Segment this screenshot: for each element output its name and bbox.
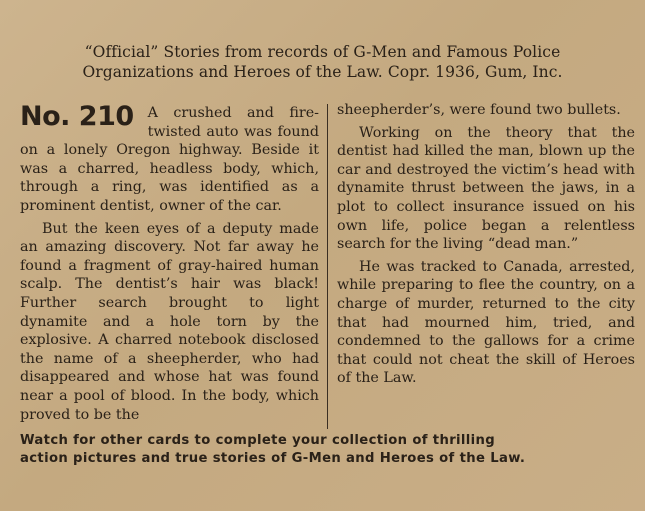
header-line-2: Organizations and Heroes of the Law. Copr. 1936, Gum, Inc.	[82, 63, 563, 81]
story-paragraph-2-continued: sheepherder’s, were found two bullets.	[337, 102, 621, 118]
story-paragraph-1	[20, 101, 319, 216]
story-paragraph-1-text: A crushed and fire-twisted auto was found on a lonely Oregon highway. Beside it was a charred, headless body, which, through a ring, was identified as a prominent dentist, owner of the car.	[20, 105, 319, 214]
column-divider	[327, 104, 328, 429]
story-paragraph-4: He was tracked to Canada, arrested, while preparing to flee the country, on a charge of murder, returned to the city that had mourned him, tried, and condemned to the gallows for a crime that could not cheat the skill of Heroes of the Law.	[337, 258, 635, 387]
story-right-column	[337, 101, 635, 388]
footer-line-2: action pictures and true stories of G-Men and Heroes of the Law.	[20, 451, 526, 466]
story-left-column	[20, 101, 319, 424]
card-footer	[20, 432, 640, 468]
card-header	[20, 42, 625, 82]
header-line-1: “Official” Stories from records of G-Men and Famous Police	[84, 43, 561, 61]
card-number: No. 210	[20, 101, 134, 132]
footer-line-1: Watch for other cards to complete your collection of thrilling	[20, 433, 496, 448]
story-paragraph-3: Working on the theory that the dentist had killed the man, blown up the car and destroyed the victim’s head with dynamite thrust between the jaws, in a plot to collect insurance issued on his own life, police began a relentless search for the living “dead man.”	[337, 124, 635, 253]
story-paragraph-2: But the keen eyes of a deputy made an amazing discovery. Not far away he found a fragment of gray-haired human scalp. The dentist’s hair was black! Further search brought to light dynamite and a hole torn by the explosive. A charred notebook disclosed the name of a sheepherder, who had disappeared and whose hat was found near a pool of blood. In the body, which proved to be the	[20, 220, 319, 423]
